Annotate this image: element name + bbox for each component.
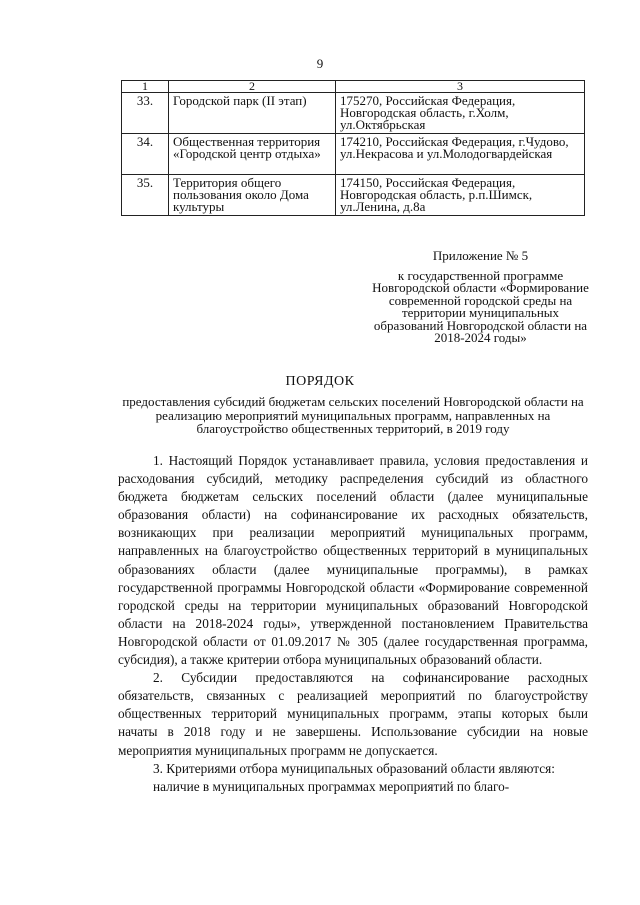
order-title: ПОРЯДОК [285,374,355,389]
appendix-block [368,250,593,345]
order-subtitle: предоставления субсидий бюджетам сельских поселений Новгородской области на реализацию мероприятий муниципальных программ, направленных на благоустройство общественных территорий, в 2019 году [122,394,584,436]
object-name: Территория общего пользования около Дома культуры [169,175,336,216]
object-name: Городской парк (II этап) [169,93,336,134]
table-row [122,175,585,216]
row-number: 33. [122,93,169,134]
table-header-cell: 1 [122,81,169,93]
row-number: 34. [122,134,169,175]
paragraph: наличие в муниципальных программах мероприятий по благо- [153,778,510,794]
table-row [122,134,585,175]
paragraph: 3. Критериями отбора муниципальных образований области являются: [153,760,555,776]
appendix-text: к государственной программе Новгородской области «Формирование современной городской среды на территории муниципальных образований Новгородской области на 2018-2024 годы» [372,267,589,345]
objects-table [121,80,585,216]
paragraph: 2. Субсидии предоставляются на софинансирование расходных обязательств, связанных с реализацией мероприятий по благоустройству общественных территорий муниципальных программ, этапы которых были начаты в 2018 году и не завершены. Использование субсидии на новые мероприятия муниципальных программ не допускается. [118,670,588,758]
page-number: 9 [316,56,324,71]
table-row [122,93,585,134]
object-name: Общественная территория «Городской центр отдыха» [169,134,336,175]
object-address: 174150, Российская Федерация, Новгородская область, р.п.Шимск, ул.Ленина, д.8а [336,175,585,216]
table-header-row [122,81,585,93]
row-number: 35. [122,175,169,216]
object-address: 175270, Российская Федерация, Новгородская область, г.Холм, ул.Октябрьская [336,93,585,134]
paragraph: 1. Настоящий Порядок устанавливает правила, условия предоставления и расходования субсидий, методику распределения субсидий из областного бюджета бюджетам сельских поселений области (далее муниципальные образования области) на софинансирование их расходных обязательств, возникающих при реализации мероприятий муниципальных программ, направленных на благоустройство общественных территорий в муниципальных образованиях области (далее муниципальные программы), в рамках государственной программы Новгородской области «Формирование современной городской среды на территории муниципальных образований Новгородской области на 2018-2024 годы», утвержденной постановлением Правительства Новгородской области от 01.09.2017 № 305 (далее государственная программа, субсидия), а также критерии отбора муниципальных образований области. [118,453,588,668]
table-header-cell: 3 [336,81,585,93]
document-body [118,452,588,796]
table-header-cell: 2 [169,81,336,93]
appendix-title: Приложение № 5 [432,248,529,263]
object-address: 174210, Российская Федерация, г.Чудово, ул.Некрасова и ул.Молодогвардейская [336,134,585,175]
